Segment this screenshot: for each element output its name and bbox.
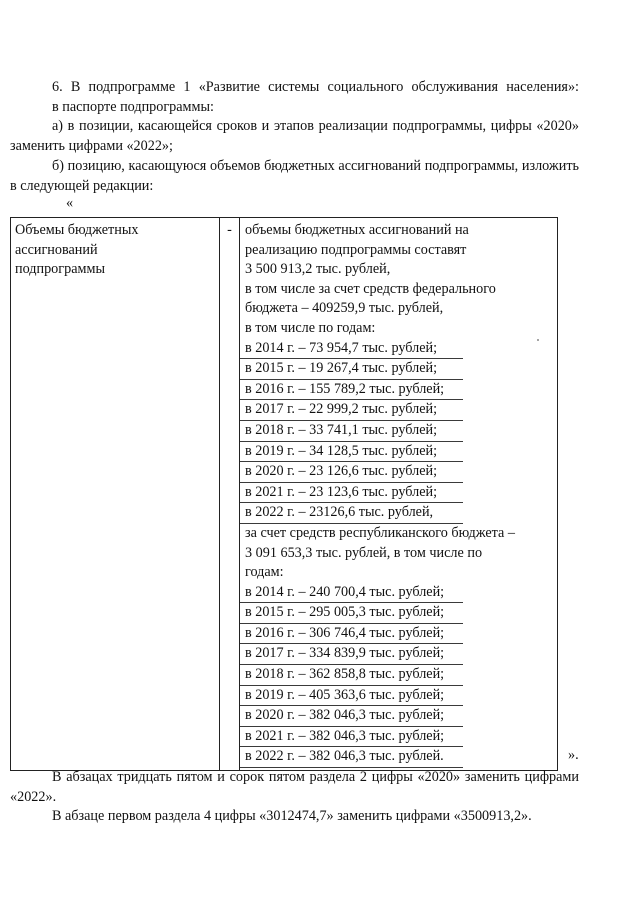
- allocation-line: в 2021 г. – 382 046,3 тыс. рублей;: [240, 727, 463, 748]
- item-heading: 6. В подпрограмме 1 «Развитие системы социального обслуживания населения»:: [52, 79, 579, 95]
- table-row: [11, 218, 558, 771]
- allocation-line: в 2015 г. – 295 005,3 тыс. рублей;: [240, 603, 463, 624]
- budget-allocations-table: [10, 217, 558, 771]
- open-quote-mark: «: [66, 195, 74, 211]
- allocation-line: в 2019 г. – 34 128,5 тыс. рублей;: [240, 442, 463, 463]
- allocation-line: в 2015 г. – 19 267,4 тыс. рублей;: [240, 359, 463, 380]
- allocation-line: в 2017 г. – 334 839,9 тыс. рублей;: [240, 644, 463, 665]
- allocation-line: в 2022 г. – 382 046,3 тыс. рублей.: [240, 747, 463, 768]
- allocation-line: в 2016 г. – 155 789,2 тыс. рублей;: [240, 380, 463, 401]
- allocation-line: в том числе по годам:: [245, 319, 376, 336]
- row-label-line: Объемы бюджетных: [15, 222, 139, 238]
- scan-speck: [537, 339, 539, 341]
- allocation-line: 3 091 653,3 тыс. рублей, в том числе по: [245, 544, 483, 561]
- separator-dash-cell: -: [220, 218, 240, 771]
- allocation-line: в 2021 г. – 23 123,6 тыс. рублей;: [240, 483, 463, 504]
- allocation-line: в 2019 г. – 405 363,6 тыс. рублей;: [240, 686, 463, 707]
- passport-line: в паспорте подпрограммы:: [52, 99, 214, 115]
- allocation-line: в том числе за счет средств федерального: [245, 280, 496, 297]
- subitem-a: а) в позиции, касающейся сроков и этапов реализации подпрограммы, цифры «2020» заменить цифрами «2022»;: [10, 118, 579, 154]
- row-label-cell: [11, 218, 220, 771]
- allocation-line: в 2014 г. – 73 954,7 тыс. рублей;: [240, 339, 463, 360]
- row-label-line: подпрограммы: [15, 261, 105, 278]
- close-quote-mark: ».: [568, 747, 579, 763]
- allocation-line: в 2018 г. – 33 741,1 тыс. рублей;: [240, 421, 463, 442]
- allocation-line: в 2020 г. – 23 126,6 тыс. рублей;: [240, 462, 463, 483]
- allocation-line: в 2022 г. – 23126,6 тыс. рублей,: [240, 503, 463, 524]
- allocation-line: 3 500 913,2 тыс. рублей,: [245, 261, 391, 278]
- allocation-line: за счет средств республиканского бюджета –: [245, 524, 515, 541]
- allocation-line: объемы бюджетных ассигнований на: [245, 222, 469, 238]
- allocation-line: реализацию подпрограммы составят: [245, 241, 467, 258]
- paragraph-section-4: В абзаце первом раздела 4 цифры «3012474,7» заменить цифрами «3500913,2».: [52, 808, 532, 824]
- subitem-b: б) позицию, касающуюся объемов бюджетных ассигнований подпрограммы, изложить в следующей редакции:: [10, 158, 579, 194]
- allocation-line: в 2016 г. – 306 746,4 тыс. рублей;: [240, 624, 463, 645]
- allocation-line: в 2020 г. – 382 046,3 тыс. рублей;: [240, 706, 463, 727]
- allocation-line: в 2018 г. – 362 858,8 тыс. рублей;: [240, 665, 463, 686]
- paragraph-section-2: В абзацах тридцать пятом и сорок пятом раздела 2 цифры «2020» заменить цифрами «2022».: [10, 769, 579, 805]
- allocation-line: в 2017 г. – 22 999,2 тыс. рублей;: [240, 400, 463, 421]
- row-label-lines: [15, 221, 215, 280]
- allocation-details-cell: [240, 218, 558, 771]
- allocation-line: в 2014 г. – 240 700,4 тыс. рублей;: [240, 583, 463, 604]
- row-label-line: ассигнований: [15, 241, 98, 258]
- allocation-line: бюджета – 409259,9 тыс. рублей,: [245, 300, 444, 317]
- allocation-lines: [245, 221, 555, 768]
- allocation-line: годам:: [245, 564, 284, 581]
